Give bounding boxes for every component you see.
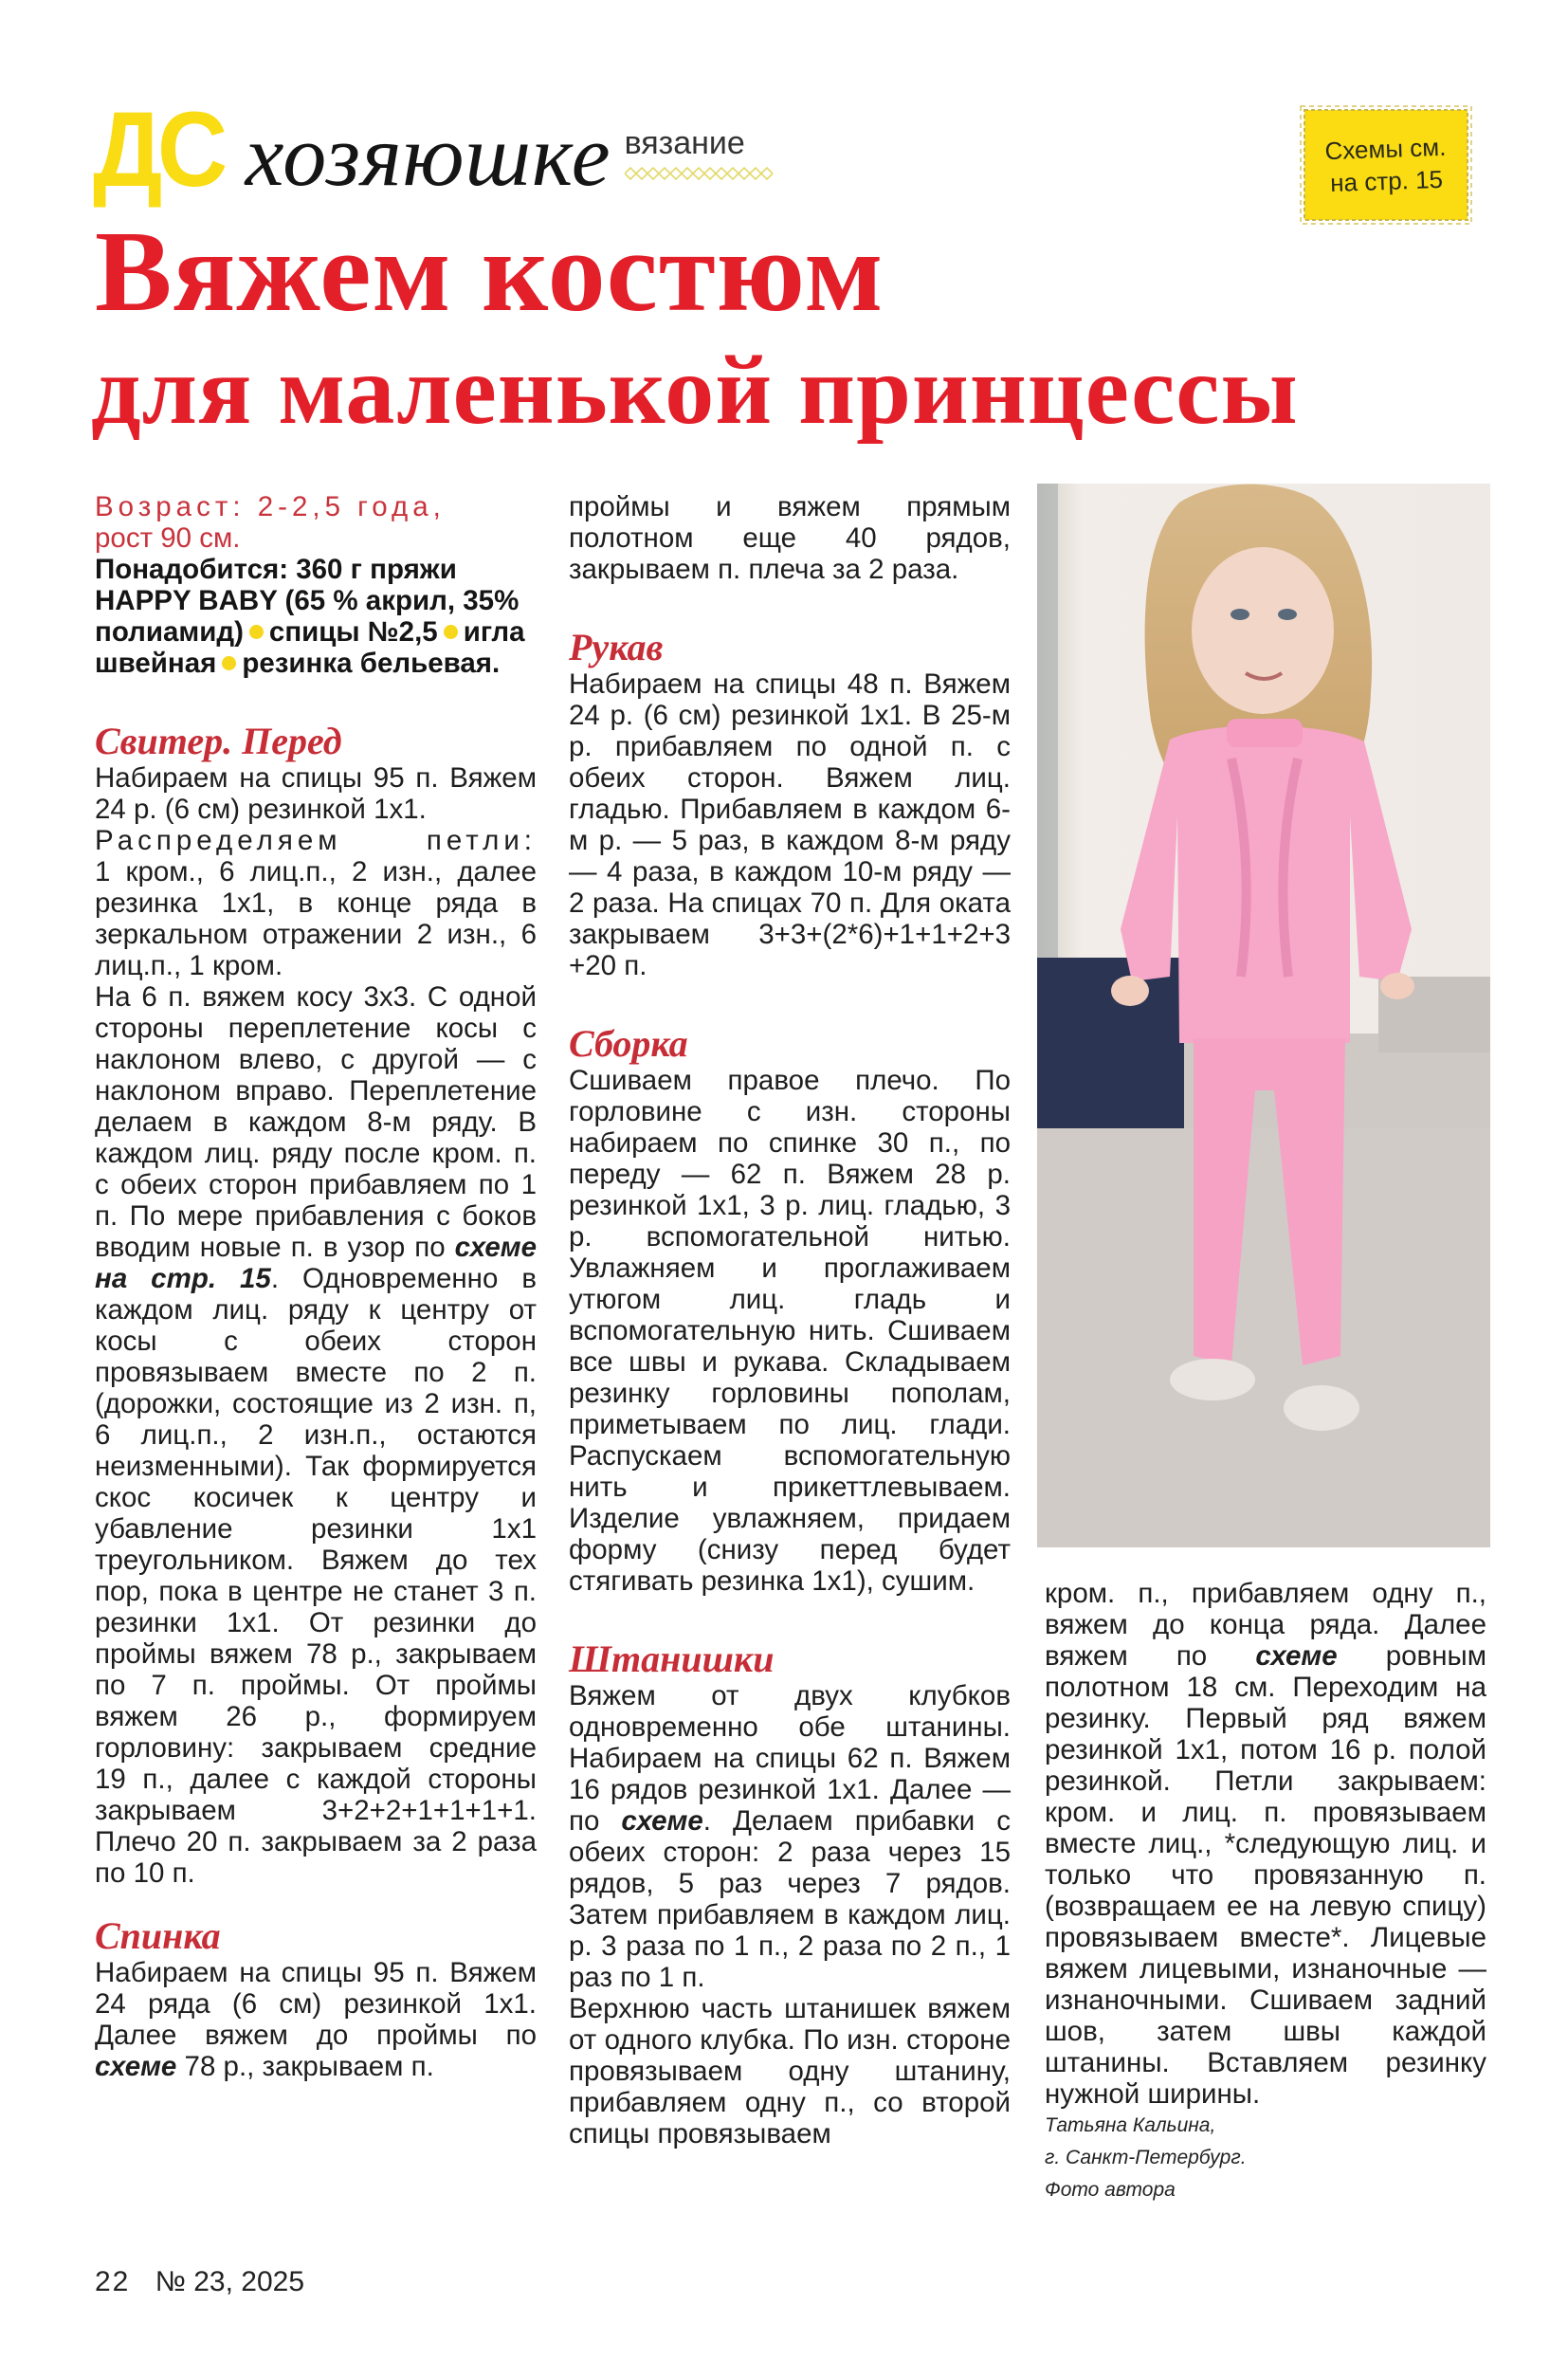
author-city: г. Санкт-Петербург. (1045, 2147, 1247, 2168)
scheme-reference: схеме (1255, 1640, 1338, 1672)
scheme-reference-link: схеме на стр. 15 (95, 1232, 537, 1294)
age-line: Возраст: 2-2,5 года, (95, 491, 446, 522)
front-text-1: Набираем на спицы 95 п. Вяжем 24 р. (6 см) резинкой 1х1. (95, 762, 537, 825)
materials-needles: спицы №2,5 (268, 616, 438, 648)
back-text-b: 78 р., закрываем п. (184, 2051, 434, 2082)
child-in-pink-knit-suit-photo (1037, 484, 1490, 1547)
page-footer (95, 2266, 304, 2298)
page-number: 22 (95, 2266, 131, 2297)
article-subtitle: для маленькой принцессы (91, 336, 1299, 445)
issue-number: № 23, 2025 (155, 2266, 305, 2297)
assembly-text: Сшиваем правое плечо. По горловине с изн. стороны набираем по спинке 30 п., по переду — 62 п. Вяжем 28 р. резинкой 1х1, 3 р. лиц. гладью, 3 р. вспомогательной нитью. Увлажняем и проглаживаем утюгом лиц. гладь и вспомогательную нить. Сшиваем все швы и рукава. Складываем резинку горловины пополам, приметываем по лиц. глади. Распускаем вспомогательную нить и прикеттлевываем. Изделие увлажняем, придаем форму (снизу перед будет стягивать резинка 1х1), сушим. (569, 1065, 1011, 1597)
bullet-dot-icon (249, 625, 264, 639)
text-column-3 (1045, 1578, 1486, 2206)
brand-name: хозяюшке (245, 107, 611, 204)
section-heading-pants: Штанишки (569, 1637, 775, 1680)
pants-text-3b: ровным полотном 18 см. Переходим на резинку. Первый ряд вяжем резинкой 1х1, потом 16 р. полой резинкой. Петли закрываем: кром. и лиц. п. провязываем вместе лиц., *следующую лиц. и только что провязанную п. (возвращаем ее на левую спицу) провязываем вместе*. Лицевые вяжем лицевыми, изнаночные — изнаночными. Сшиваем задний шов, затем швы каждой штанины. Вставляем резинку нужной ширины. (1045, 1640, 1486, 2110)
section-heading-front: Свитер. Перед (95, 720, 342, 762)
zigzag-ornament-icon (625, 167, 775, 180)
photo-credit: Фото автора (1045, 2179, 1176, 2201)
height-line: рост 90 см. (95, 522, 241, 554)
section-tag (625, 125, 775, 180)
front-text-3b: . Одновременно в каждом лиц. ряду к центру от косы с обеих сторон провязываем вместе по 2 п. (дорожки, состоящие из 2 изн. п, 6 лиц.п., 2 изн.п., остаются неизменными). Так формируется скос косичек к центру и убавление резинки 1х1 треугольником. Вяжем до тех пор, пока в центре не станет 3 п. резинки 1х1. От резинки до проймы вяжем 78 р., закрываем по 7 п. проймы. От проймы вяжем 26 р., формируем горловину: закрываем средние 19 п., далее с каждой стороны закрываем 3+2+2+1+1+1+1. Плечо 20 п. закрываем за 2 раза по 10 п. (95, 1263, 537, 1889)
front-text-2: 1 кром., 6 лиц.п., 2 изн., далее резинка 1х1, в конце ряда в зеркальном отражении 2 изн., 6 лиц.п., 1 кром. (95, 856, 537, 981)
schemes-reference-sticker (1297, 102, 1475, 228)
back-text-continued: проймы и вяжем прямым полотном еще 40 рядов, закрываем п. плеча за 2 раза. (569, 491, 1011, 585)
materials-list (95, 554, 537, 679)
section-heading-assembly: Сборка (569, 1022, 688, 1065)
sleeve-text: Набираем на спицы 48 п. Вяжем 24 р. (6 см) резинкой 1х1. В 25-м р. прибавляем по одной п. с обеих сторон. Вяжем лиц. гладью. Прибавляем в каждом 6-м р. — 5 раз, в каждом 8-м ряду — 4 раза, в каждом 10-м ряду — 2 раза. На спицах 70 п. Для оката закрываем 3+3+(2*6)+1+1+2+3 +20 п. (569, 668, 1011, 981)
scheme-reference: схеме (95, 2051, 177, 2082)
section-heading-sleeve: Рукав (569, 626, 664, 668)
front-text-3 (95, 981, 537, 1889)
author-credit: Татьяна Кальина, (1045, 2114, 1216, 2136)
pants-text-1b: . Делаем прибавки с обеих сторон: 2 раза через 15 рядов, 5 раз через 7 рядов. Затем прибавляем в каждом лиц. р. 3 раза по 1 п., 2 раза по 2 п., 1 раз по 1 п. (569, 1805, 1011, 1993)
front-text-3a: На 6 п. вяжем косу 3х3. С одной стороны переплетение косы с наклоном влево, с другой — с наклоном вправо. Переплетение делаем в каждом 8-м ряду. В каждом лиц. ряду после кром. п. с обеих сторон прибавляем по 1 п. По мере прибавления с боков вводим новые п. в узор по (95, 981, 537, 1263)
scheme-reference: схеме (621, 1805, 703, 1837)
bullet-dot-icon (444, 625, 458, 639)
section-heading-back: Спинка (95, 1914, 221, 1957)
materials-yarn: Понадобится: 360 г пряжи HAPPY BABY (65 % акрил, 35% полиамид) (95, 554, 520, 648)
article-title: Вяжем костюм (95, 208, 884, 336)
sticker-line-2: на стр. 15 (1329, 164, 1444, 198)
article-photo (1037, 484, 1490, 1547)
text-column-1 (95, 491, 537, 2082)
brand-logo-short: ДС (93, 90, 223, 209)
pants-text-3a: кром. п., прибавляем одну п., вяжем до конца ряда. Далее вяжем по (1045, 1578, 1486, 1672)
pants-text-1a: Вяжем от двух клубков одновременно обе штанины. Набираем на спицы 62 п. Вяжем 16 рядов резинкой 1х1. Далее — по (569, 1680, 1011, 1837)
back-text (95, 1957, 537, 2082)
magazine-masthead (93, 90, 775, 209)
front-text-distribute: Распределяем петли: (95, 825, 537, 856)
materials-elastic: резинка бельевая. (242, 648, 501, 679)
pants-text-3 (1045, 1578, 1486, 2110)
section-label: вязание (624, 125, 745, 161)
sticker-line-1: Схемы см. (1324, 132, 1447, 166)
back-text-a: Набираем на спицы 95 п. Вяжем 24 ряда (6 см) резинкой 1х1. Далее вяжем до проймы по (95, 1957, 537, 2051)
text-column-2 (569, 491, 1011, 2149)
bullet-dot-icon (222, 656, 236, 670)
pants-text-1 (569, 1680, 1011, 1993)
pants-text-2: Верхнюю часть штанишек вяжем от одного клубка. По изн. стороне провязываем одну штанину, прибавляем одну п., со второй спицы провязываем (569, 1993, 1011, 2149)
materials-sewing-needle: игла швейная (95, 616, 525, 679)
